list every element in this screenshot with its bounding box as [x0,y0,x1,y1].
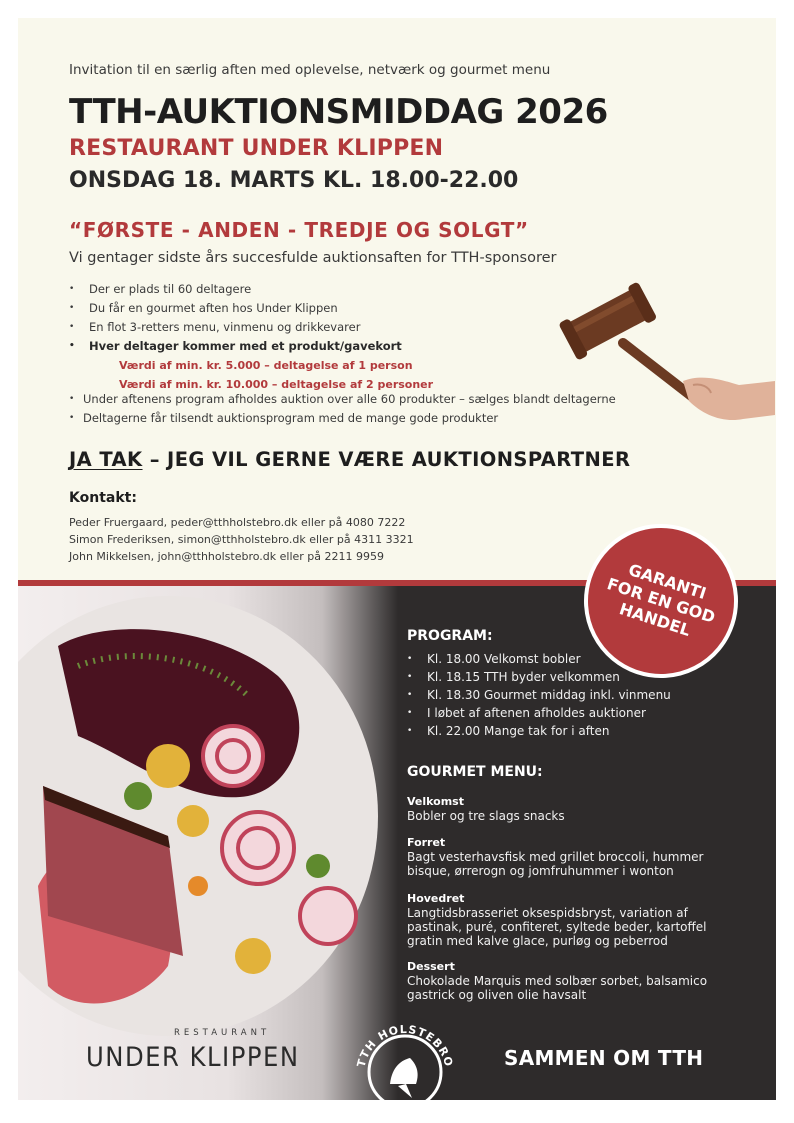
menu-course [407,960,737,1002]
list-item: • Under aftenens program afholdes auktion over alle 60 produkter – sælges blandt deltagerne [69,390,616,409]
program-item: • Kl. 22.00 Mange tak for i aften [407,722,671,740]
list-item: • Hver deltager kommer med et produkt/gavekort [69,337,433,356]
page-title: TTH-AUKTIONSMIDDAG 2026 [69,92,608,132]
event-date: ONSDAG 18. MARTS KL. 18.00-22.00 [69,168,519,193]
course-desc: Chokolade Marquis med solbær sorbet, balsamico gastrick og oliven olie havsalt [407,974,708,1002]
value-requirement: Værdi af min. kr. 5.000 – deltagelse af 1 person [119,359,413,372]
invitation-page [18,18,776,1100]
call-to-action [69,448,630,471]
program-item: • Kl. 18.15 TTH byder velkommen [407,668,671,686]
list-item: • En flot 3-retters menu, vinmenu og drikkevarer [69,318,433,337]
course-name: Hovedret [407,892,465,905]
menu-course [407,795,737,823]
program-list [407,650,671,740]
course-name: Dessert [407,960,455,973]
program-item: • I løbet af aftenen afholdes auktioner [407,704,671,722]
restaurant-logo: UNDER KLIPPEN [86,1042,300,1073]
course-desc: Bagt vesterhavsfisk med grillet broccoli, hummer bisque, ørrerogn og jomfruhummer i wonton [407,850,704,878]
course-name: Forret [407,836,446,849]
list-item: • Du får en gourmet aften hos Under Klippen [69,299,433,318]
list-item: • Der er plads til 60 deltagere [69,280,433,299]
gavel-icon [553,273,775,443]
intro-text: Invitation til en særlig aften med oplevelse, netværk og gourmet menu [69,62,551,78]
course-name: Velkomst [407,795,464,808]
dish-illustration [18,586,398,1100]
cta-text: – JEG VIL GERNE VÆRE AUKTIONSPARTNER [142,448,631,471]
course-desc: Bobler og tre slags snacks [407,809,565,823]
slogan: “FØRSTE - ANDEN - TREDJE OG SOLGT” [69,218,529,242]
contact-heading: Kontakt: [69,490,137,506]
contact-line: John Mikkelsen, john@tthholstebro.dk eller på 2211 9959 [69,550,385,563]
restaurant-name: RESTAURANT UNDER KLIPPEN [69,136,444,161]
info-list [69,280,433,394]
food-photo [18,586,398,1100]
restaurant-logo-small: RESTAURANT [174,1028,271,1038]
footer-slogan: SAMMEN OM TTH [504,1046,704,1070]
info-list-2 [69,390,616,428]
menu-course [407,892,737,948]
menu-heading: GOURMET MENU: [407,764,543,780]
program-heading: PROGRAM: [407,628,493,644]
course-desc: Langtidsbrasseriet oksespidsbryst, variation af pastinak, puré, confiteret, syltede beder, kartoffel gratin med kalve glace, purløg og peberrod [407,906,707,948]
value-requirement: Værdi af min. kr. 10.000 – deltagelse af 2 personer [119,378,434,391]
club-logo-text: TTH HOLSTEBRO [354,1022,456,1069]
contact-line: Simon Frederiksen, simon@tthholstebro.dk eller på 4311 3321 [69,533,414,546]
badge-text: GARANTI FOR EN GOD HANDEL [604,560,718,640]
program-item: • Kl. 18.00 Velkomst bobler [407,650,671,668]
lead-text: Vi gentager sidste års succesfulde auktionsaften for TTH-sponsorer [69,250,557,266]
program-item: • Kl. 18.30 Gourmet middag inkl. vinmenu [407,686,671,704]
menu-course [407,836,737,878]
cta-accept-link[interactable]: JA TAK [69,448,143,471]
list-item: • Deltagerne får tilsendt auktionsprogram med de mange gode produkter [69,409,616,428]
contact-line: Peder Fruergaard, peder@tthholstebro.dk eller på 4080 7222 [69,516,406,529]
invitation-header-section [18,18,776,584]
contact-list [69,514,414,565]
club-logo [350,1014,460,1100]
